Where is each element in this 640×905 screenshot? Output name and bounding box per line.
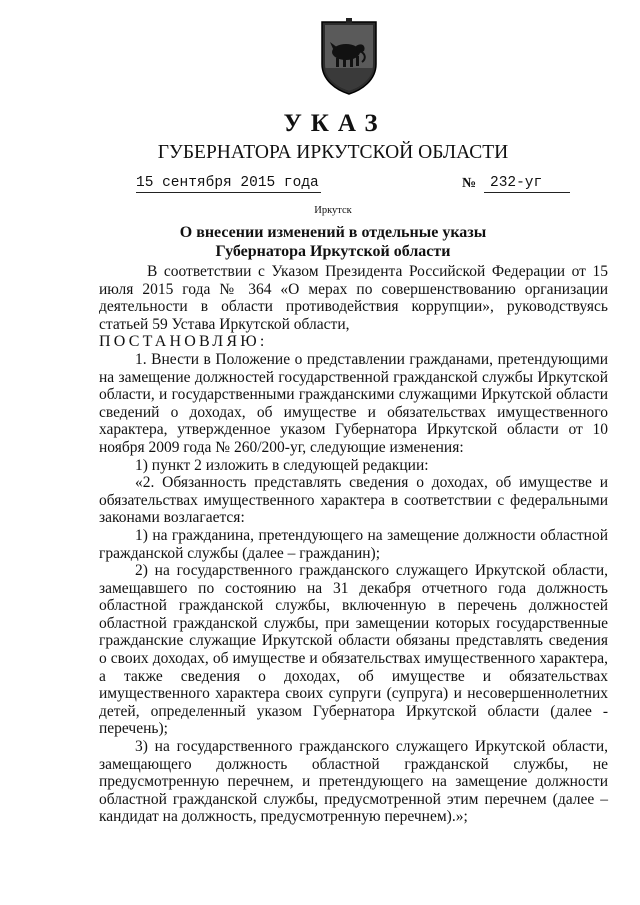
heading-line-2: Губернатора Иркутской области <box>215 243 451 260</box>
document-date: 15 сентября 2015 года <box>136 175 319 191</box>
clause-2-subitem-1: 1) на гражданина, претендующего на замещение должности областной гражданской службы (далее – гражданин); <box>99 526 608 562</box>
heading-line-1: О внесении изменений в отдельные указы <box>179 224 487 241</box>
irkutsk-coat-of-arms-icon <box>316 18 382 96</box>
document-city: Иркутск <box>314 205 352 216</box>
item-1-subitem-1: 1) пункт 2 изложить в следующей редакции: <box>135 456 429 474</box>
clause-2-subitem-2: 2) на государственного гражданского служащего Иркутской области, замещавшего по состоянию на 31 декабря отчетного года должность областной гражданской службы, включенную в перечень должностей областной гражданской службы, при замещении которых государственные гражданские служащие Иркутской области обязаны представлять сведения о своих доходах, об имуществе и обязательствах имущественного характера, а также сведения о доходах, об имуществе и обязательствах имущественного характера своих супруги (супруга) и несовершеннолетних детей, определенный указом Губернатора Иркутской области (далее - перечень); <box>99 562 608 738</box>
decree-word: ПОСТАНОВЛЯЮ: <box>99 333 268 351</box>
item-1-paragraph: 1. Внести в Положение о представлении гражданами, претендующими на замещение должностей государственной гражданской службы Иркутской области, и государственными гражданскими служащими Иркутской области сведений о доходах, об имуществе и обязательствах имущественного характера, утвержденное указом Губернатора Иркутской области от 10 ноября 2009 года № 260/200-уг, следующие изменения: <box>99 350 608 456</box>
document-title: УКАЗ <box>283 110 387 137</box>
preamble-paragraph: В соответствии с Указом Президента Российской Федерации от 15 июля 2015 года № 364 «О мерах по совершенствованию организации деятельности в области противодействия коррупции», руководствуясь статьей 59 Устава Иркутской области, <box>99 263 608 333</box>
number-sign: № <box>462 176 477 191</box>
quoted-clause-2: «2. Обязанность представлять сведения о доходах, об имуществе и обязательствах имущественного характера в соответствии с федеральными законами возлагается: <box>99 474 608 527</box>
document-body <box>99 263 608 826</box>
clause-2-subitem-3: 3) на государственного гражданского служащего Иркутской области, замещающего должность областной гражданской службы, не предусмотренную перечнем, и претендующего на замещение должности областной гражданской службы, предусмотренной этим перечнем (далее – кандидат на должность, предусмотренную перечнем).»; <box>99 738 608 826</box>
document-number: 232-уг <box>484 175 570 193</box>
document-heading <box>0 223 640 261</box>
document-authority: ГУБЕРНАТОРА ИРКУТСКОЙ ОБЛАСТИ <box>157 142 509 163</box>
